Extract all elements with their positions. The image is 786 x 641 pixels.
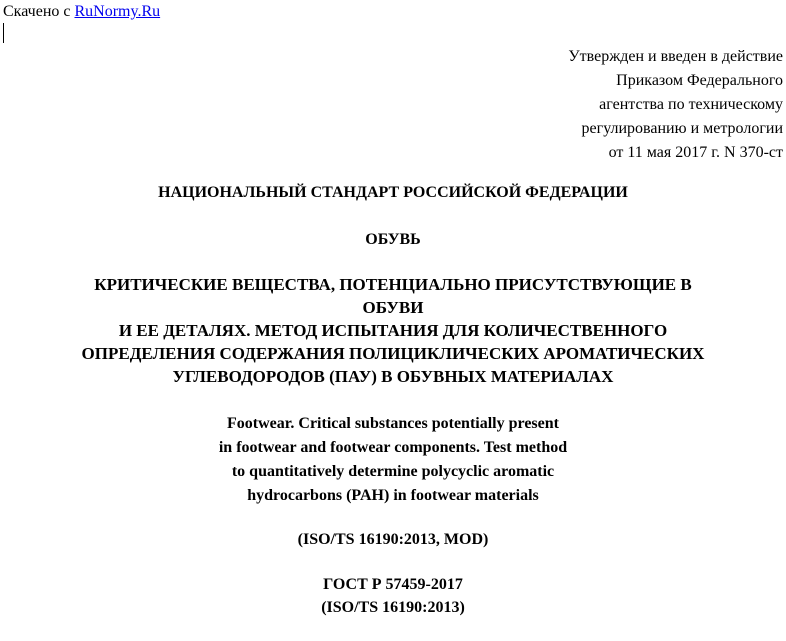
- title-russian: [0, 273, 786, 388]
- source-line: [3, 2, 160, 22]
- title-ru-line: ОБУВИ: [362, 298, 424, 317]
- iso-mod-text: (ISO/TS 16190:2013, MOD): [297, 531, 489, 548]
- title-ru-line: КРИТИЧЕСКИЕ ВЕЩЕСТВА, ПОТЕНЦИАЛЬНО ПРИСУТСТВУЮЩИЕ В: [94, 275, 692, 294]
- approval-line: Утвержден и введен в действие: [568, 48, 783, 65]
- text-cursor: [3, 23, 4, 43]
- runormy-link[interactable]: RuNormy.Ru: [74, 3, 161, 20]
- title-ru-line: ОПРЕДЕЛЕНИЯ СОДЕРЖАНИЯ ПОЛИЦИКЛИЧЕСКИХ АРОМАТИЧЕСКИХ: [81, 344, 705, 363]
- product-text: ОБУВЬ: [365, 231, 421, 248]
- title-en-line: hydrocarbons (PAH) in footwear materials: [247, 487, 539, 504]
- gost-designation: [0, 573, 786, 619]
- title-ru-line: И ЕЕ ДЕТАЛЯХ. МЕТОД ИСПЫТАНИЯ ДЛЯ КОЛИЧЕСТВЕННОГО: [118, 321, 668, 340]
- source-prefix: Скачено с: [3, 3, 75, 20]
- title-ru-line: УГЛЕВОДОРОДОВ (ПАУ) В ОБУВНЫХ МАТЕРИАЛАХ: [172, 367, 614, 386]
- iso-reference: [0, 528, 786, 551]
- national-heading-text: НАЦИОНАЛЬНЫЙ СТАНДАРТ РОССИЙСКОЙ ФЕДЕРАЦИИ: [158, 184, 628, 201]
- title-english: [0, 412, 786, 508]
- title-en-line: to quantitatively determine polycyclic aromatic: [231, 463, 555, 480]
- product-heading: [0, 228, 786, 251]
- title-en-line: in footwear and footwear components. Test method: [218, 439, 568, 456]
- approval-line: Приказом Федерального: [616, 72, 783, 89]
- gost-number: ГОСТ Р 57459-2017: [323, 576, 463, 593]
- approval-block: [363, 45, 783, 165]
- gost-iso: (ISO/TS 16190:2013): [321, 599, 465, 616]
- title-en-line: Footwear. Critical substances potentially present: [227, 415, 559, 432]
- national-standard-heading: [0, 181, 786, 204]
- approval-line: агентства по техническому: [599, 96, 783, 113]
- approval-line: от 11 мая 2017 г. N 370-ст: [608, 144, 783, 161]
- approval-line: регулированию и метрологии: [581, 120, 783, 137]
